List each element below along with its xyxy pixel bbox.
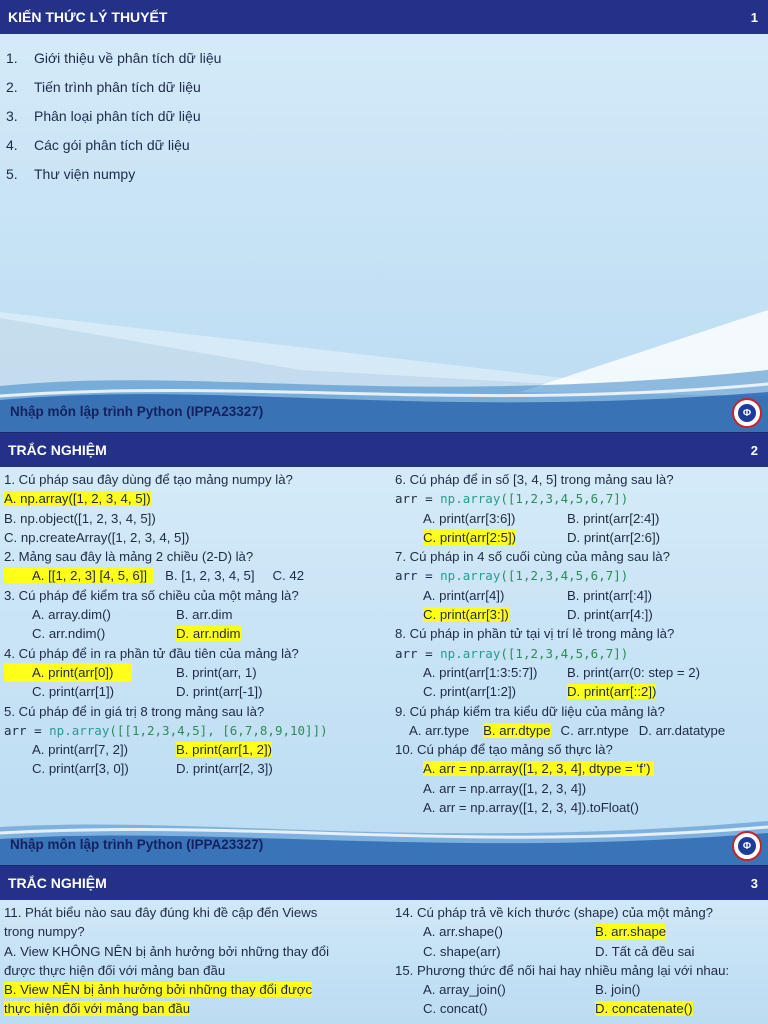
list-item: 1. Giới thiệu về phân tích dữ liệu xyxy=(6,50,222,66)
slide-1 xyxy=(0,0,768,432)
answer-option: D. arr.datatype xyxy=(638,722,726,738)
question: trong numpy? xyxy=(4,924,85,940)
answer-option: C. arr.ndim() xyxy=(32,626,106,642)
question: 14. Cú pháp trả về kích thước (shape) của một mảng? xyxy=(395,905,714,920)
answer-option: A. arr.shape() xyxy=(423,924,503,940)
code-snippet: arr = np.array([1,2,3,4,5,6,7]) xyxy=(395,645,629,661)
answer-option: C. concat() xyxy=(423,1001,488,1017)
question: 3. Cú pháp để kiểm tra số chiều của một mảng là? xyxy=(4,587,299,603)
answer-highlighted: C. print(arr[3:]) xyxy=(423,607,509,623)
questions-right-column xyxy=(395,470,765,817)
answer-option: B. arr.dim xyxy=(176,607,233,623)
footer-course-name: Nhập môn lập trình Python (IPPA23327) xyxy=(10,837,264,852)
list-item: 4. Các gói phân tích dữ liệu xyxy=(6,137,190,153)
answer-highlighted: A. print(arr[0]) xyxy=(4,663,132,682)
topic-list xyxy=(6,50,221,195)
footer-course-name: Nhập môn lập trình Python (IPPA23327) xyxy=(10,404,264,419)
answer-option: A. View KHÔNG NÊN bị ảnh hưởng bởi những thay đổi xyxy=(4,943,329,959)
questions-left-column xyxy=(4,903,389,1019)
list-item: 2. Tiến trình phân tích dữ liệu xyxy=(6,79,201,95)
answer-highlighted: B. print(arr[1, 2]) xyxy=(176,742,273,758)
slide-number: 3 xyxy=(750,875,758,891)
slide-header xyxy=(0,0,768,34)
answer-highlighted: C. print(arr[2:5]) xyxy=(423,529,517,545)
answer-option: C. np.createArray([1, 2, 3, 4, 5]) xyxy=(4,529,190,545)
slide-title: KIẾN THỨC LÝ THUYẾT xyxy=(8,9,168,25)
answer-highlighted: A. np.array([1, 2, 3, 4, 5]) xyxy=(4,491,151,507)
question: 6. Cú pháp để in số [3, 4, 5] trong mảng sau là? xyxy=(395,472,674,487)
answer-option: B. join() xyxy=(595,982,641,998)
questions-left-column xyxy=(4,470,389,779)
answer-highlighted: A. [[1, 2, 3] [4, 5, 6]] xyxy=(4,568,153,583)
question: 5. Cú pháp để in giá trị 8 trong mảng sau là? xyxy=(4,703,265,719)
slide-title: TRẮC NGHIỆM xyxy=(8,442,107,458)
answer-option: C. arr.ntype xyxy=(560,722,629,738)
answer-option: A. print(arr[7, 2]) xyxy=(32,742,129,758)
slide-2 xyxy=(0,433,768,865)
slide-header xyxy=(0,866,768,900)
answer-option: D. print(arr[4:]) xyxy=(567,607,653,623)
answer-highlighted: A. arr = np.array([1, 2, 3, 4], dtype = ‘f’) xyxy=(423,761,654,776)
answer-option: B. np.object([1, 2, 3, 4, 5]) xyxy=(4,510,156,526)
answer-option: B. print(arr[2:4]) xyxy=(567,510,660,526)
answer-highlighted: B. arr.dtype xyxy=(483,722,551,738)
answer-option: C. print(arr[1]) xyxy=(32,684,115,700)
list-item: 3. Phân loại phân tích dữ liệu xyxy=(6,108,201,124)
question: 15. Phương thức để nối hai hay nhiều mảng lại với nhau: xyxy=(395,962,730,978)
question: 11. Phát biểu nào sau đây đúng khi đề cập đến Views xyxy=(4,905,318,920)
answer-option: A. array_join() xyxy=(423,982,506,998)
answer-option: A. print(arr[3:6]) xyxy=(423,510,516,526)
answer-option: A. print(arr[4]) xyxy=(423,587,505,603)
answer-highlighted: thực hiện đối với mảng ban đầu xyxy=(4,1001,191,1017)
answer-highlighted: B. View NÊN bị ảnh hưởng bởi những thay đổi được xyxy=(4,982,313,998)
answer-option: B. print(arr(0: step = 2) xyxy=(567,664,701,680)
university-logo: Φ xyxy=(732,398,762,428)
answer-option: A. arr = np.array([1, 2, 3, 4]) xyxy=(423,780,587,796)
slide-number: 1 xyxy=(750,9,758,25)
answer-option: D. Tất cả đều sai xyxy=(595,943,695,959)
answer-option: D. print(arr[2:6]) xyxy=(567,529,661,545)
answer-highlighted: D. concatenate() xyxy=(595,1001,693,1017)
questions-right-column xyxy=(395,903,765,1019)
question: 8. Cú pháp in phần tử tại vị trí lẻ trong mảng là? xyxy=(395,626,675,642)
answer-option: D. print(arr[-1]) xyxy=(176,684,263,700)
answer-option: A. print(arr[1:3:5:7]) xyxy=(423,664,538,680)
code-snippet: arr = np.array([1,2,3,4,5,6,7]) xyxy=(395,568,629,584)
answer-option: B. print(arr, 1) xyxy=(176,664,257,680)
slide-header xyxy=(0,433,768,467)
question: 4. Cú pháp để in ra phần tử đầu tiên của mảng là? xyxy=(4,645,299,661)
answer-highlighted: D. print(arr[::2]) xyxy=(567,684,657,700)
question: 10. Cú pháp để tạo mảng số thực là? xyxy=(395,742,613,758)
slide-3 xyxy=(0,866,768,1024)
answer-option: A. arr = np.array([1, 2, 3, 4]).toFloat() xyxy=(423,800,639,816)
answer-option: C. print(arr[1:2]) xyxy=(423,684,517,700)
answer-option: C. shape(arr) xyxy=(423,943,501,959)
answer-option: D. print(arr[2, 3]) xyxy=(176,761,273,777)
slide-title: TRẮC NGHIỆM xyxy=(8,875,107,891)
answer-highlighted: B. arr.shape xyxy=(595,924,667,940)
answer-highlighted: D. arr.ndim xyxy=(176,626,241,642)
question: 9. Cú pháp kiểm tra kiểu dữ liệu của mảng là? xyxy=(395,703,665,719)
question: 1. Cú pháp sau đây dùng để tạo mảng numpy là? xyxy=(4,472,293,487)
answer-option: A. arr.type xyxy=(409,722,470,738)
slide-number: 2 xyxy=(750,442,758,458)
question: 2. Mảng sau đây là mảng 2 chiều (2-D) là? xyxy=(4,549,254,565)
answer-option: được thực hiện đối với mảng ban đầu xyxy=(4,962,226,978)
answer-option: B. [1, 2, 3, 4, 5] xyxy=(165,568,255,584)
question: 7. Cú pháp in 4 số cuối cùng của mảng sau là? xyxy=(395,549,670,565)
answer-option: A. array.dim() xyxy=(32,607,111,623)
list-item: 5. Thư viện numpy xyxy=(6,166,136,182)
answer-option: C. 42 xyxy=(272,568,305,584)
answer-option: B. print(arr[:4]) xyxy=(567,587,653,603)
answer-option: C. print(arr[3, 0]) xyxy=(32,761,129,777)
code-snippet: arr = np.array([1,2,3,4,5,6,7]) xyxy=(395,491,629,507)
code-snippet: arr = np.array([[1,2,3,4,5], [6,7,8,9,10]]) xyxy=(4,722,328,738)
university-logo: Φ xyxy=(732,831,762,861)
